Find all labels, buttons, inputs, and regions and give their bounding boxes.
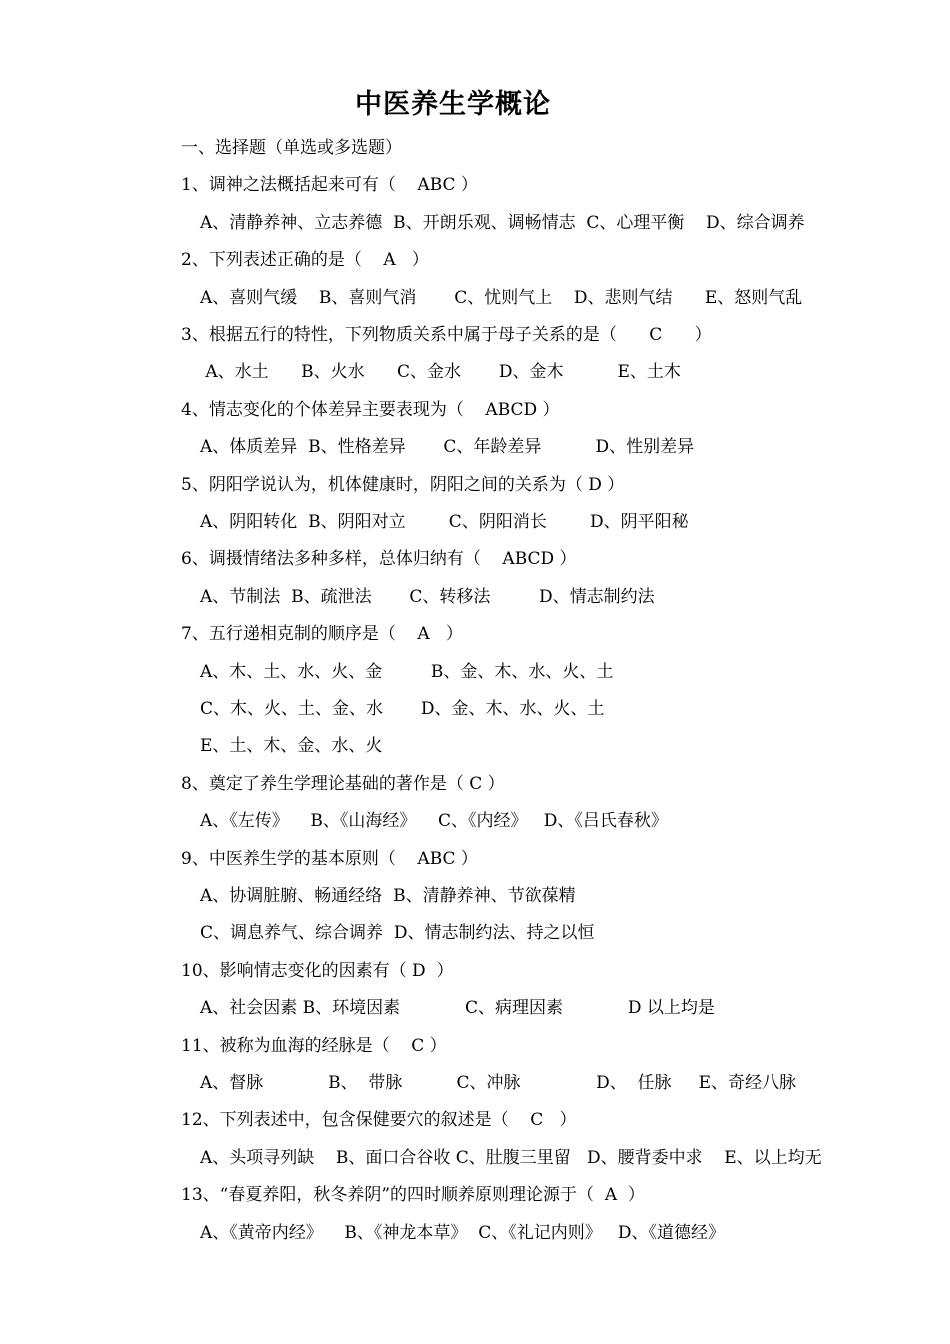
answer-options: A、阴阳转化 B、阴阳对立 C、阴阳消长 D、阴平阳秘 xyxy=(200,512,689,532)
answer-options: A、清静养神、立志养德 B、开朗乐观、调畅情志 C、心理平衡 D、综合调养 xyxy=(200,212,805,233)
answer-options: A、《左传》 B、《山海经》 C、《内经》 D、《吕氏春秋》 xyxy=(200,811,668,832)
section-heading: 一、选择题（单选或多选题） xyxy=(181,138,402,158)
answer-options: C、调息养气、综合调养 D、情志制约法、持之以恒 xyxy=(200,923,595,944)
question-text: 13、“春夏养阳，秋冬养阴”的四时顺养原则理论源于（ A ） xyxy=(181,1185,645,1206)
question-text: 1、调神之法概括起来可有（ ABC ） xyxy=(181,175,478,196)
question-text: 2、下列表述正确的是（ A ） xyxy=(181,250,429,271)
question-text: 4、情志变化的个体差异主要表现为（ ABCD ） xyxy=(181,399,560,420)
document-title: 中医养生学概论 xyxy=(355,89,551,120)
answer-options: A、体质差异 B、性格差异 C、年龄差异 D、性别差异 xyxy=(200,437,695,458)
question-text: 5、阴阳学说认为，机体健康时，阴阳之间的关系为（ D ） xyxy=(181,474,625,495)
question-text: 8、奠定了养生学理论基础的著作是（ C ） xyxy=(181,773,505,794)
question-text: 12、下列表述中，包含保健要穴的叙述是（ C ） xyxy=(181,1110,577,1131)
answer-options: A、喜则气缓 B、喜则气消 C、忧则气上 D、悲则气结 E、怒则气乱 xyxy=(200,287,803,308)
answer-options: E、土、木、金、水、火 xyxy=(200,736,383,757)
answer-options: A、协调脏腑、畅通经络 B、清静养神、节欲葆精 xyxy=(200,886,576,906)
question-text: 6、调摄情绪法多种多样，总体归纳有（ ABCD ） xyxy=(181,549,577,570)
answer-options: A、《黄帝内经》 B、《神龙本草》 C、《礼记内则》 D、《道德经》 xyxy=(200,1222,726,1243)
answer-options: A、木、土、水、火、金 B、金、木、水、火、土 xyxy=(200,661,614,682)
question-text: 9、中医养生学的基本原则（ ABC ） xyxy=(181,848,478,869)
answer-options: A、节制法 B、疏泄法 C、转移法 D、情志制约法 xyxy=(200,586,655,607)
question-text: 11、被称为血海的经脉是（ C ） xyxy=(181,1035,447,1056)
answer-options: A、水土 B、火水 C、金水 D、金木 E、土木 xyxy=(200,362,681,383)
answer-options: A、社会因素 B、环境因素 C、病理因素 D 以上均是 xyxy=(200,998,715,1019)
question-text: 10、影响情志变化的因素有（ D ） xyxy=(181,960,454,981)
question-text: 7、五行递相克制的顺序是（ A ） xyxy=(181,624,463,645)
answer-options: A、头项寻列缺 B、面口合谷收 C、肚腹三里留 D、腰背委中求 E、以上均无 xyxy=(200,1147,822,1168)
answer-options: C、木、火、土、金、水 D、金、木、水、火、土 xyxy=(200,699,605,719)
answer-options: A、督脉 B、 带脉 C、冲脉 D、 任脉 E、奇经八脉 xyxy=(200,1073,796,1093)
question-text: 3、根据五行的特性，下列物质关系中属于母子关系的是（ C ） xyxy=(181,325,712,345)
